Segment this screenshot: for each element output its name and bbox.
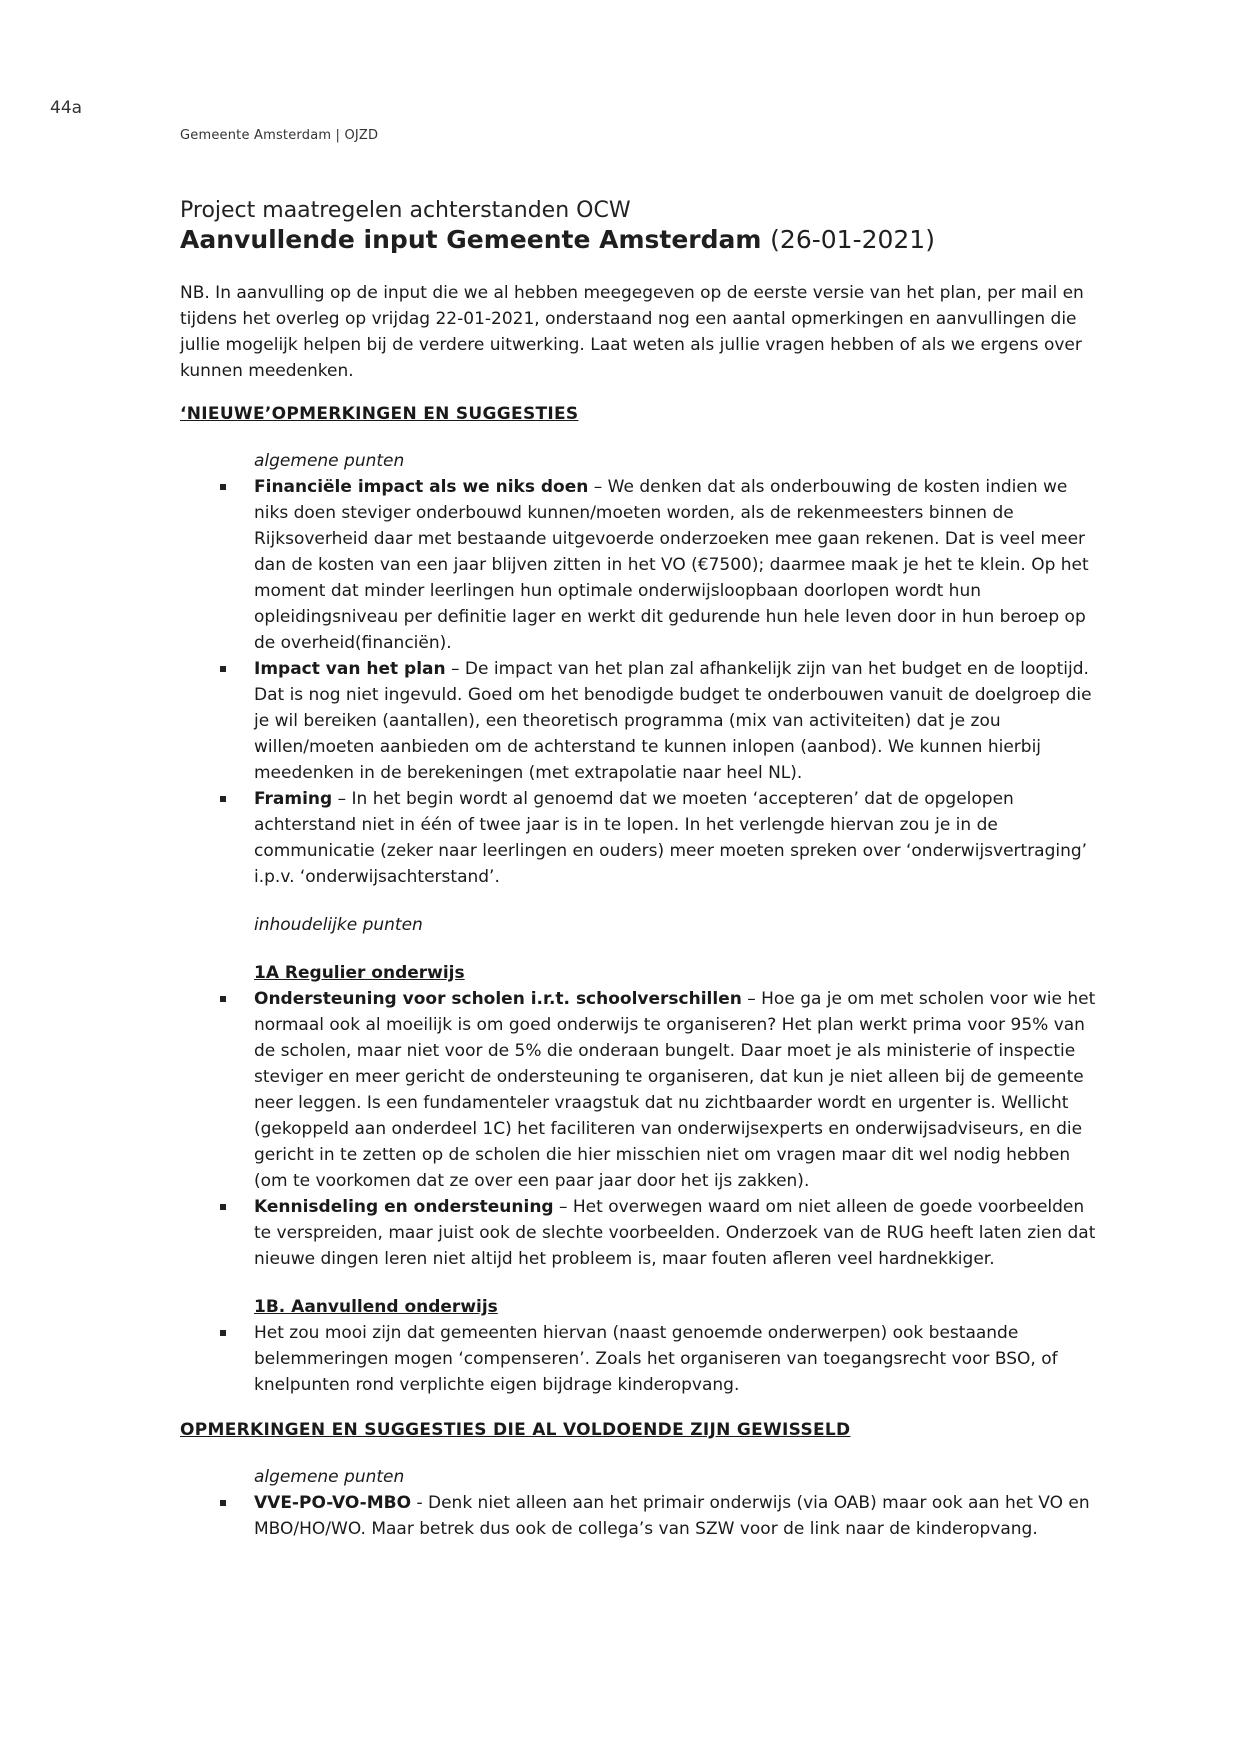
general-points-list-2 <box>180 1490 1102 1542</box>
item-lead: Ondersteuning voor scholen i.r.t. schoolverschillen <box>254 989 742 1009</box>
item-lead: Kennisdeling en ondersteuning <box>254 1197 554 1217</box>
regular-education-list <box>180 986 1102 1272</box>
subsection-heading-1a: 1A Regulier onderwijs <box>254 963 465 983</box>
bullet-icon <box>220 666 226 672</box>
intro-paragraph: NB. In aanvulling op de input die we al hebben meegegeven op de eerste versie van het plan, per mail en tijdens het overleg op vrijdag 22-01-2021, onderstaand nog een aantal opmerkingen en aanvullingen die jullie mogelijk helpen bij de verdere uitwerking. Laat weten als jullie vragen hebben of als we ergens over kunnen meedenken. <box>180 283 1084 381</box>
item-text: – De impact van het plan zal afhankelijk zijn van het budget en de looptijd. Dat is nog niet ingevuld. Goed om het benodigde budget te onderbouwen vanuit de doelgroep die je wil bereiken (aantallen), een theoretisch programma (mix van activiteiten) dat je zou willen/moeten aanbieden om de achterstand te kunnen inlopen (aanbod). We kunnen hierbij meedenken in de berekeningen (met extrapolatie naar heel NL). <box>254 659 1092 783</box>
bullet-icon <box>220 996 226 1002</box>
list-item <box>254 1194 1102 1272</box>
list-item <box>254 986 1102 1194</box>
label-general-points-2: algemene punten <box>254 1467 405 1487</box>
section-heading-new-remarks: ‘NIEUWE’OPMERKINGEN EN SUGGESTIES <box>180 404 579 424</box>
label-content-points: inhoudelijke punten <box>254 915 423 935</box>
item-text: - Denk niet alleen aan het primair onderwijs (via OAB) maar ook aan het VO en MBO/HO/WO. Maar betrek dus ook de collega’s van SZW voor de link naar de kinderopvang. <box>254 1493 1090 1539</box>
section-heading-exchanged-remarks: OPMERKINGEN EN SUGGESTIES DIE AL VOLDOENDE ZIJN GEWISSELD <box>180 1420 851 1440</box>
document-title-text: Aanvullende input Gemeente Amsterdam <box>180 225 762 254</box>
item-lead: Financiële impact als we niks doen <box>254 477 589 497</box>
item-lead: Impact van het plan <box>254 659 446 679</box>
item-text: – In het begin wordt al genoemd dat we moeten ‘accepteren’ dat de opgelopen achterstand niet in één of twee jaar is in te lopen. In het verlengde hiervan zou je in de communicatie (zeker naar leerlingen en ouders) meer moeten spreken over ‘onderwijsvertraging’ i.p.v. ‘onderwijsachterstand’. <box>254 789 1088 887</box>
list-item <box>254 474 1102 656</box>
document-body <box>180 198 1102 1542</box>
subsection-heading-1b: 1B. Aanvullend onderwijs <box>254 1297 498 1317</box>
bullet-icon <box>220 484 226 490</box>
item-text: Het zou mooi zijn dat gemeenten hiervan (naast genoemde onderwerpen) ook bestaande belemmeringen mogen ‘compenseren’. Zoals het organiseren van toegangsrecht voor BSO, of knelpunten rond verplichte eigen bijdrage kinderopvang. <box>254 1323 1058 1395</box>
bullet-icon <box>220 796 226 802</box>
page-number: 44a <box>50 98 83 118</box>
bullet-icon <box>220 1204 226 1210</box>
general-points-list <box>180 474 1102 890</box>
item-text: – Het overwegen waard om niet alleen de goede voorbeelden te verspreiden, maar juist ook de slechte voorbeelden. Onderzoek van de RUG heeft laten zien dat nieuwe dingen leren niet altijd het probleem is, maar fouten afleren veel hardnekkiger. <box>254 1197 1096 1269</box>
organization-header: Gemeente Amsterdam | OJZD <box>180 128 379 143</box>
item-text: – We denken dat als onderbouwing de kosten indien we niks doen steviger onderbouwd kunnen/moeten worden, als de rekenmeesters binnen de Rijksoverheid daar met bestaande uitgevoerde onderzoeken mee gaan rekenen. Dat is veel meer dan de kosten van een jaar blijven zitten in het VO (€7500); daarmee maak je het te klein. Op het moment dat minder leerlingen hun optimale onderwijsloopbaan doorlopen wordt hun opleidingsniveau per definitie lager en werkt dit gedurende hun hele leven door in hun beroep op de overheid(financiën). <box>254 477 1089 653</box>
item-text: – Hoe ga je om met scholen voor wie het normaal ook al moeilijk is om goed onderwijs te organiseren? Het plan werkt prima voor 95% van de scholen, maar niet voor de 5% die onderaan bungelt. Daar moet je als ministerie of inspectie steviger en meer gericht de ondersteuning te organiseren, dat kun je niet alleen bij de gemeente neer leggen. Is een fundamenteler vraagstuk dat nu zichtbaarder wordt en urgenter is. Wellicht (gekoppeld aan onderdeel 1C) het faciliteren van onderwijsexperts en onderwijsadviseurs, en die gericht in te zetten op de scholen die hier misschien niet om vragen maar dit wel nodig hebben (om te voorkomen dat ze over een paar jaar door het ijs zakken). <box>254 989 1096 1191</box>
list-item <box>254 1490 1102 1542</box>
document-title <box>180 225 1102 254</box>
item-lead: Framing <box>254 789 333 809</box>
additional-education-list <box>180 1320 1102 1398</box>
list-item <box>254 786 1102 890</box>
list-item <box>254 1320 1102 1398</box>
project-title: Project maatregelen achterstanden OCW <box>180 198 631 223</box>
document-date: (26-01-2021) <box>770 225 935 254</box>
label-general-points: algemene punten <box>254 451 405 471</box>
bullet-icon <box>220 1330 226 1336</box>
bullet-icon <box>220 1500 226 1506</box>
list-item <box>254 656 1102 786</box>
item-lead: VVE-PO-VO-MBO <box>254 1493 412 1513</box>
